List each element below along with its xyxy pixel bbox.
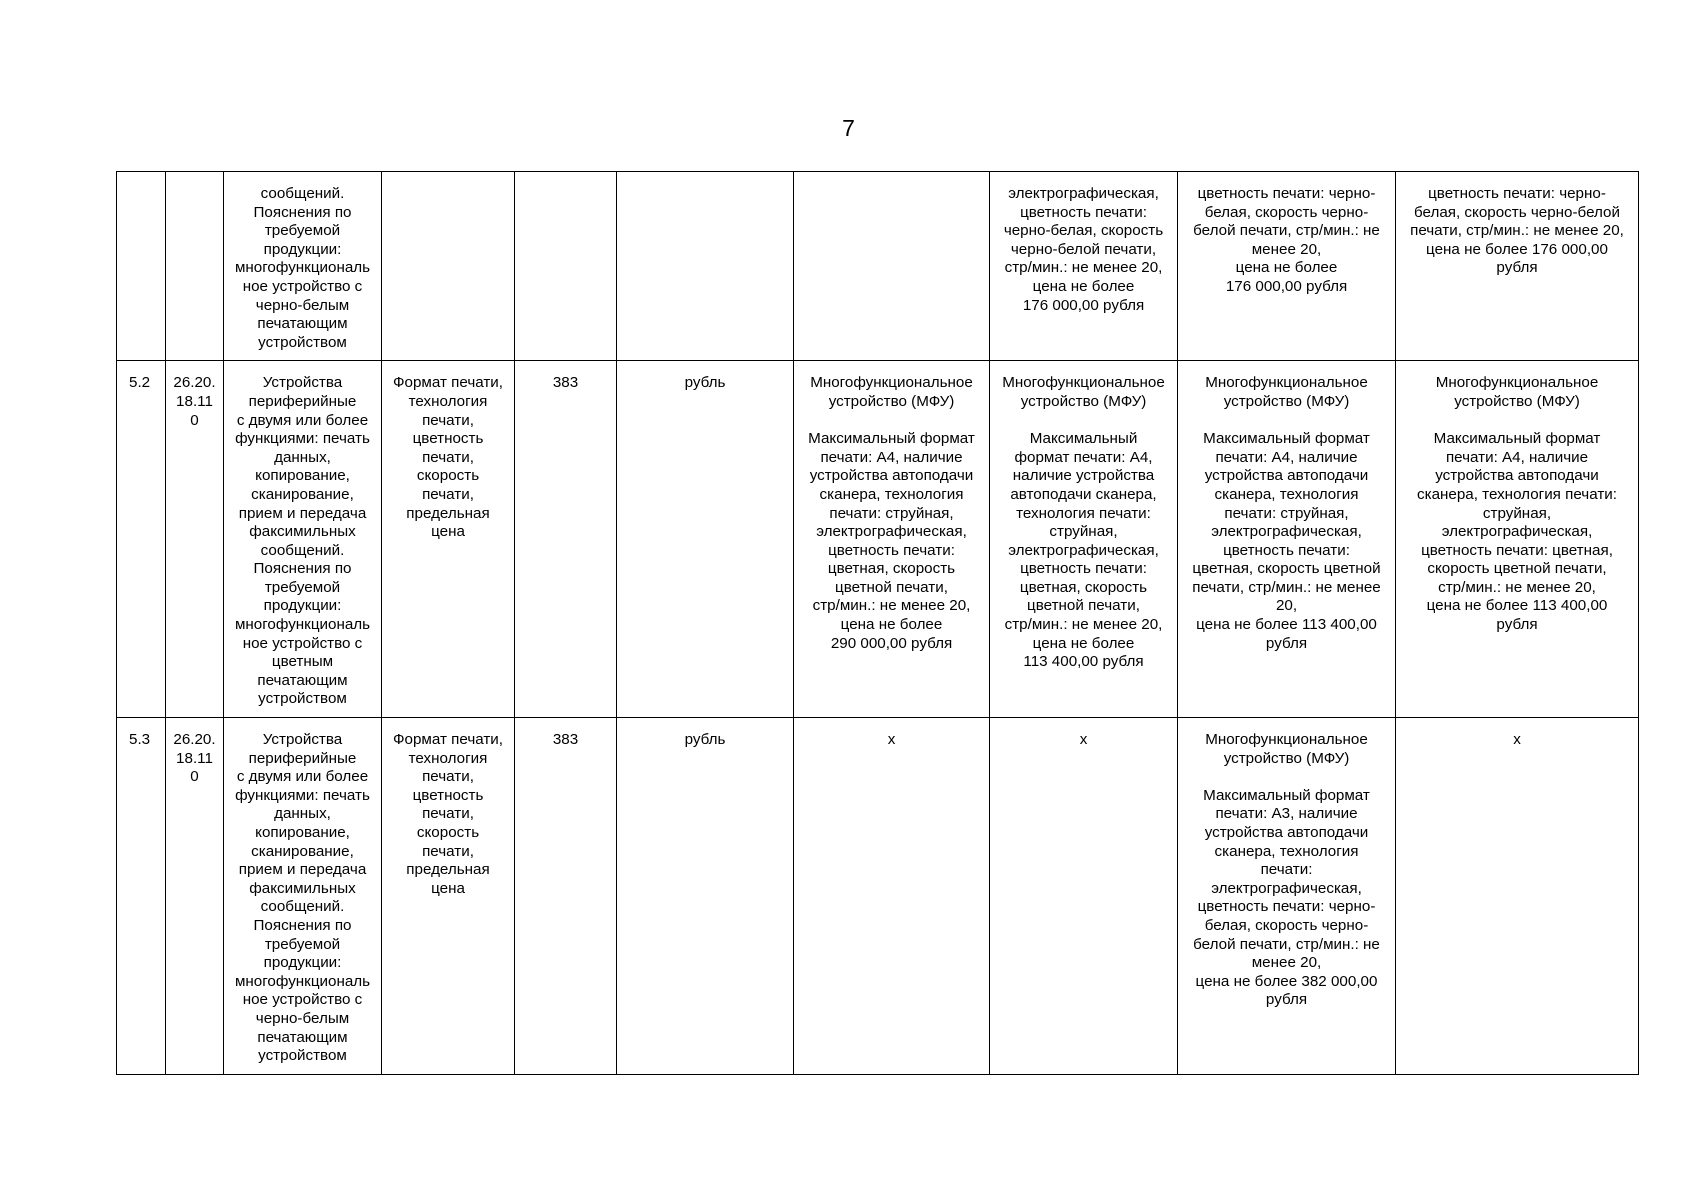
characteristics-cell: Формат печати, технология печати, цветность печати, скорость печати, предельная цена	[382, 718, 515, 1075]
unit-name-cell: рубль	[617, 361, 794, 718]
value-cell-4: цветность печати: черно- белая, скорость черно-белой печати, стр/мин.: не менее 20, цена не более 176 000,00 рубля	[1396, 172, 1639, 361]
page-number: 7	[842, 115, 855, 141]
product-name-cell: сообщений. Пояснения по требуемой продукции: многофункциональ ное устройство с черно-белым печатающим устройством	[224, 172, 382, 361]
value-cell-3: Многофункциональное устройство (МФУ) Максимальный формат печати: А3, наличие устройства автоподачи сканера, технология печати: электрографическая, цветность печати: черно- белая, скорость черно- белой печати, стр/мин.: не менее 20, цена не более 382 000,00 рубля	[1178, 718, 1396, 1075]
unit-code-cell	[515, 172, 617, 361]
product-name-cell: Устройства периферийные с двумя или более функциями: печать данных, копирование, сканирование, прием и передача факсимильных сообщений. Пояснения по требуемой продукции: многофункциональ ное устройство с черно-белым печатающим устройством	[224, 718, 382, 1075]
value-cell-2: x	[990, 718, 1178, 1075]
okpd-code-cell: 26.20. 18.11 0	[166, 361, 224, 718]
okpd-code-cell: 26.20. 18.11 0	[166, 718, 224, 1075]
value-cell-1: Многофункциональное устройство (МФУ) Максимальный формат печати: А4, наличие устройства автоподачи сканера, технология печати: струйная, электрографическая, цветность печати: цветная, скорость цветной печати, стр/мин.: не менее 20, цена не более 290 000,00 рубля	[794, 361, 990, 718]
row-number-cell: 5.3	[117, 718, 166, 1075]
row-number-cell: 5.2	[117, 361, 166, 718]
table-row	[117, 172, 1639, 361]
value-cell-2: Многофункциональное устройство (МФУ) Максимальный формат печати: А4, наличие устройства автоподачи сканера, технология печати: струйная, электрографическая, цветность печати: цветная, скорость цветной печати, стр/мин.: не менее 20, цена не более 113 400,00 рубля	[990, 361, 1178, 718]
specs-table	[116, 171, 1639, 1075]
okpd-code-cell	[166, 172, 224, 361]
row-number-cell	[117, 172, 166, 361]
unit-name-cell: рубль	[617, 718, 794, 1075]
unit-code-cell: 383	[515, 718, 617, 1075]
product-name-cell: Устройства периферийные с двумя или более функциями: печать данных, копирование, сканирование, прием и передача факсимильных сообщений. Пояснения по требуемой продукции: многофункциональ ное устройство с цветным печатающим устройством	[224, 361, 382, 718]
value-cell-4: Многофункциональное устройство (МФУ) Максимальный формат печати: А4, наличие устройства автоподачи сканера, технология печати: струйная, электрографическая, цветность печати: цветная, скорость цветной печати, стр/мин.: не менее 20, цена не более 113 400,00 рубля	[1396, 361, 1639, 718]
unit-name-cell	[617, 172, 794, 361]
value-cell-3: Многофункциональное устройство (МФУ) Максимальный формат печати: А4, наличие устройства автоподачи сканера, технология печати: струйная, электрографическая, цветность печати: цветная, скорость цветной печати, стр/мин.: не менее 20, цена не более 113 400,00 рубля	[1178, 361, 1396, 718]
value-cell-4: x	[1396, 718, 1639, 1075]
value-cell-3: цветность печати: черно- белая, скорость черно- белой печати, стр/мин.: не менее 20, цена не более 176 000,00 рубля	[1178, 172, 1396, 361]
value-cell-1	[794, 172, 990, 361]
characteristics-cell: Формат печати, технология печати, цветность печати, скорость печати, предельная цена	[382, 361, 515, 718]
value-cell-1: x	[794, 718, 990, 1075]
table-row	[117, 718, 1639, 1075]
value-cell-2: электрографическая, цветность печати: черно-белая, скорость черно-белой печати, стр/мин.: не менее 20, цена не более 176 000,00 рубля	[990, 172, 1178, 361]
characteristics-cell	[382, 172, 515, 361]
unit-code-cell: 383	[515, 361, 617, 718]
table-row	[117, 361, 1639, 718]
